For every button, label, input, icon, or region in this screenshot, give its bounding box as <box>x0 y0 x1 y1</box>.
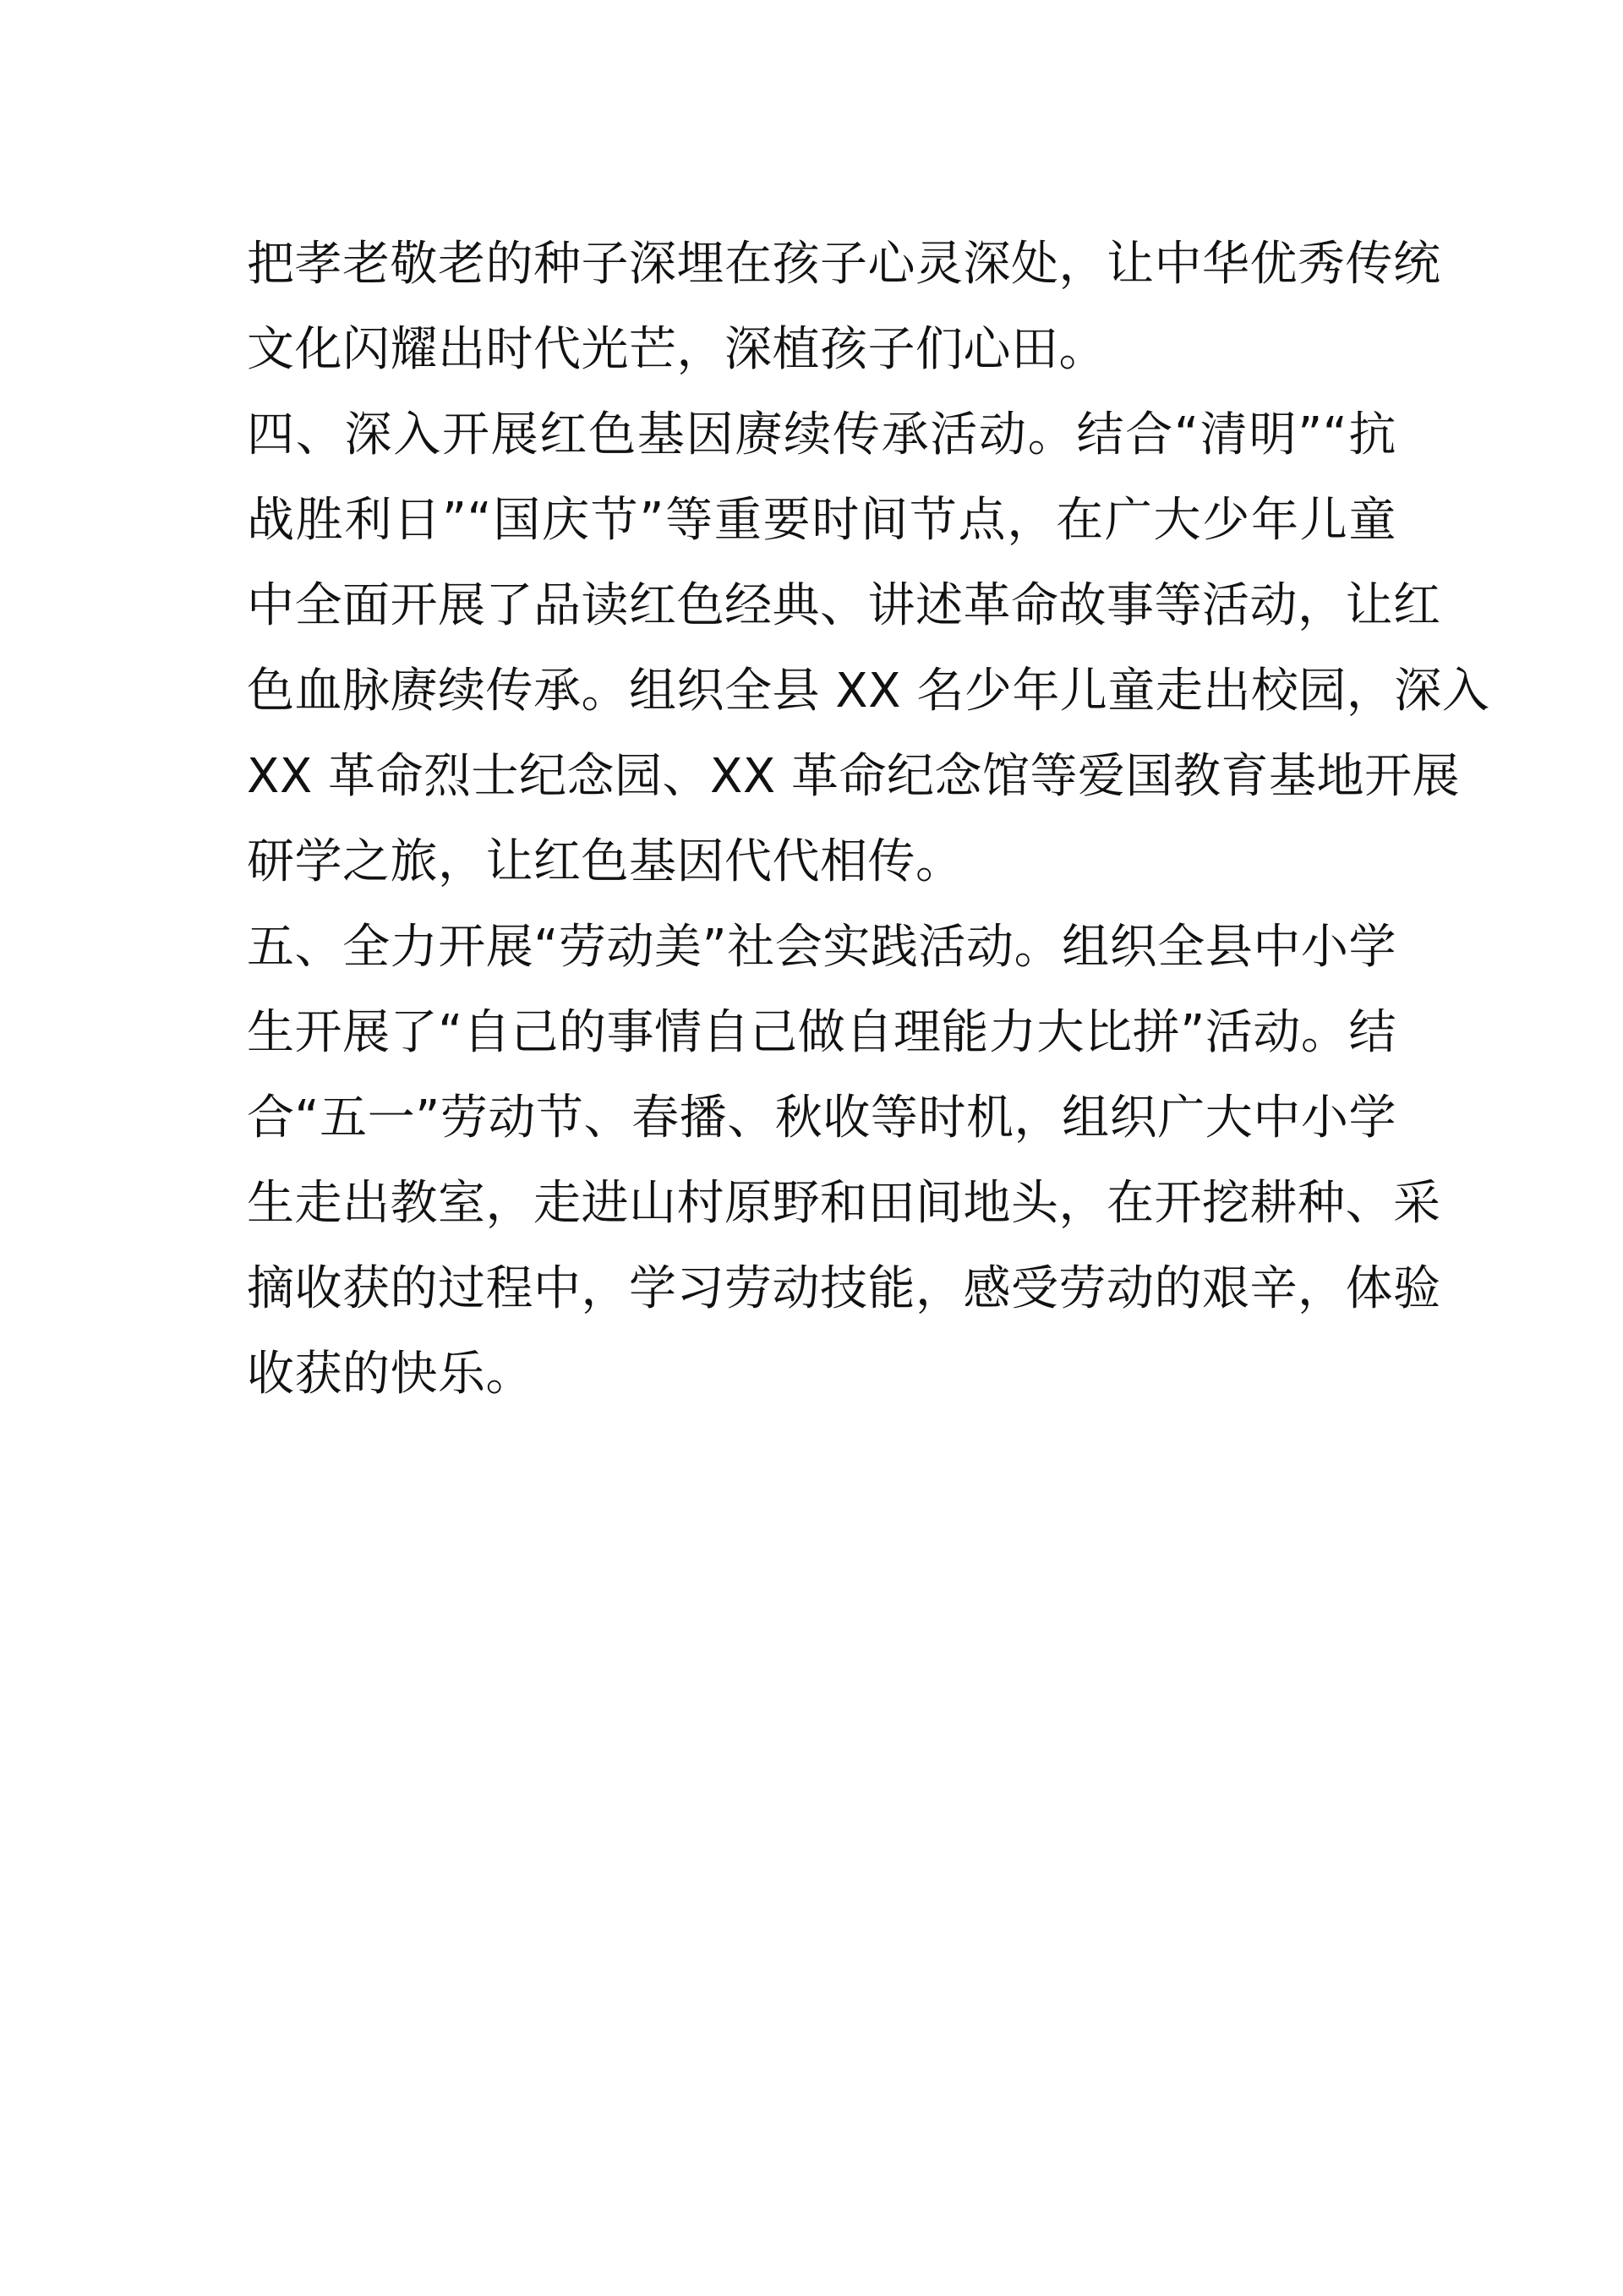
text-line: 摘收获的过程中，学习劳动技能，感受劳动的艰辛，体验 <box>247 1261 1441 1316</box>
body-text <box>247 221 1490 1417</box>
text-line: 中全面开展了品读红色经典、讲述革命故事等活动，让红 <box>247 578 1441 633</box>
text-line: 合“五一”劳动节、春播、秋收等时机，组织广大中小学 <box>247 1091 1396 1145</box>
text-line: 收获的快乐。 <box>247 1347 533 1402</box>
section-five-line: 五、全力开展“劳动美”社会实践活动。组织全县中小学 <box>247 920 1396 975</box>
text-line: 生走出教室，走进山村原野和田间地头，在开挖耕种、采 <box>247 1176 1441 1231</box>
text-line: 战胜利日”“国庆节”等重要时间节点，在广大少年儿童 <box>247 493 1396 548</box>
section-four-line: 四、深入开展红色基因赓续传承活动。结合“清明”“抗 <box>247 407 1396 462</box>
text-line: 色血脉赓续传承。组织全县 XX 名少年儿童走出校园，深入 <box>247 664 1490 719</box>
text-line: 生开展了“自己的事情自己做自理能力大比拼”活动。结 <box>247 1005 1396 1060</box>
text-line: 把孝老敬老的种子深埋在孩子心灵深处，让中华优秀传统 <box>247 237 1441 292</box>
text-line: XX 革命烈士纪念园、XX 革命纪念馆等爱国教育基地开展 <box>247 749 1461 804</box>
text-line: 文化闪耀出时代光芒，深植孩子们心田。 <box>247 322 1107 377</box>
text-line: 研学之旅，让红色基因代代相传。 <box>247 834 964 889</box>
